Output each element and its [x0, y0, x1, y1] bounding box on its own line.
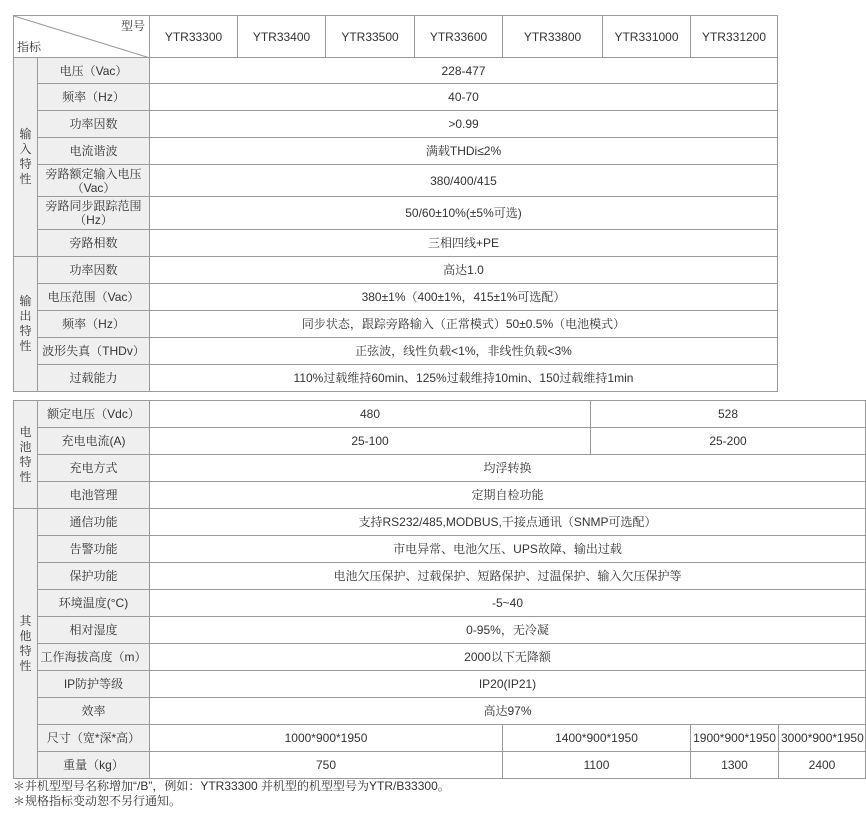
- spec-value: 高达1.0: [150, 257, 778, 284]
- spec-row: [14, 338, 778, 365]
- spec-row: [14, 284, 778, 311]
- spec-label: 电压范围（Vac）: [38, 284, 150, 311]
- model-header: YTR33600: [415, 16, 503, 58]
- spec-row: [14, 698, 866, 725]
- spec-value: 高达97%: [150, 698, 866, 725]
- spec-row: [14, 725, 866, 752]
- category-output: [14, 257, 38, 392]
- spec-value: 0-95%，无冷凝: [150, 617, 866, 644]
- category-other: [14, 509, 38, 779]
- spec-label: 旁路额定输入电压（Vac）: [38, 165, 150, 197]
- spec-value: 支持RS232/485,MODBUS,干接点通讯（SNMP可选配）: [150, 509, 866, 536]
- spec-value: 380±1%（400±1%，415±1%可选配）: [150, 284, 778, 311]
- category-label: 电池特性: [19, 424, 32, 484]
- category-input: [14, 58, 38, 257]
- spec-row: [14, 84, 778, 111]
- spec-label: 电池管理: [38, 482, 150, 509]
- spec-label: 电流谐波: [38, 138, 150, 165]
- category-label: 输出特性: [19, 294, 32, 353]
- spec-label: IP防护等级: [38, 671, 150, 698]
- category-label: 输入特性: [19, 127, 32, 186]
- spec-row: [14, 428, 866, 455]
- spec-row: [14, 58, 778, 84]
- spec-row: [14, 197, 778, 230]
- spec-row: [14, 111, 778, 138]
- model-header: YTR33400: [238, 16, 326, 58]
- spec-row: [14, 590, 866, 617]
- spec-label: 功率因数: [38, 111, 150, 138]
- category-battery: [14, 401, 38, 509]
- spec-label: 旁路相数: [38, 230, 150, 257]
- spec-value: 三相四线+PE: [150, 230, 778, 257]
- spec-value: 3000*900*1950: [779, 725, 866, 752]
- spec-label: 保护功能: [38, 563, 150, 590]
- footnote: ＊规格指标变动恕不另行通知。: [13, 794, 182, 808]
- header-row: [14, 16, 778, 58]
- spec-value: 110%过载维持60min、125%过载维持10min、150过载维持1min: [150, 365, 778, 392]
- spec-row: [14, 752, 866, 779]
- spec-label: 工作海拔高度（m）: [38, 644, 150, 671]
- spec-label: 功率因数: [38, 257, 150, 284]
- spec-label: 相对湿度: [38, 617, 150, 644]
- spec-value: 50/60±10%(±5%可选): [150, 197, 778, 230]
- spec-row: [14, 230, 778, 257]
- spec-label: 通信功能: [38, 509, 150, 536]
- spec-label: 旁路同步跟踪范围（Hz）: [38, 197, 150, 230]
- spec-value: 1100: [503, 752, 691, 779]
- spec-row: [14, 671, 866, 698]
- spec-value: 市电异常、电池欠压、UPS故障、输出过载: [150, 536, 866, 563]
- footnote: ＊并机型型号名称增加“/B”，例如：YTR33300 并机型的机型型号为YTR/B33300。: [13, 779, 450, 793]
- corner-index-label: 指标: [17, 40, 42, 54]
- spec-label: 电压（Vac）: [38, 58, 150, 84]
- spec-value: 528: [591, 401, 866, 428]
- spec-label: 告警功能: [38, 536, 150, 563]
- spec-value: 1400*900*1950: [503, 725, 691, 752]
- spec-label: 频率（Hz）: [38, 84, 150, 111]
- spec-value: 228-477: [150, 58, 778, 84]
- spec-label: 充电电流(A): [38, 428, 150, 455]
- spec-value: 25-200: [591, 428, 866, 455]
- spec-value: 2000以下无降额: [150, 644, 866, 671]
- footnotes: [13, 779, 450, 809]
- spec-value: 均浮转换: [150, 455, 866, 482]
- spec-row: [14, 617, 866, 644]
- model-header: YTR33800: [503, 16, 603, 58]
- spec-row: [14, 257, 778, 284]
- spec-value: >0.99: [150, 111, 778, 138]
- spec-label: 环境温度(°C): [38, 590, 150, 617]
- spec-table-input-output: [13, 15, 778, 392]
- spec-row: [14, 509, 866, 536]
- spec-value: 1300: [691, 752, 779, 779]
- model-header: YTR33300: [150, 16, 238, 58]
- spec-row: [14, 482, 866, 509]
- spec-value: IP20(IP21): [150, 671, 866, 698]
- spec-value: -5~40: [150, 590, 866, 617]
- spec-label: 波形失真（THDv）: [38, 338, 150, 365]
- spec-row: [14, 563, 866, 590]
- spec-row: [14, 401, 866, 428]
- spec-value: 正弦波，线性负载<1%，非线性负载<3%: [150, 338, 778, 365]
- spec-value: 750: [150, 752, 503, 779]
- spec-label: 尺寸（宽*深*高）: [38, 725, 150, 752]
- header-corner-cell: [14, 16, 150, 58]
- spec-label: 过载能力: [38, 365, 150, 392]
- spec-value: 1000*900*1950: [150, 725, 503, 752]
- spec-label: 频率（Hz）: [38, 311, 150, 338]
- spec-label: 额定电压（Vdc）: [38, 401, 150, 428]
- spec-row: [14, 311, 778, 338]
- spec-row: [14, 165, 778, 197]
- spec-value: 380/400/415: [150, 165, 778, 197]
- spec-table-battery-other: [13, 400, 866, 779]
- spec-label: 充电方式: [38, 455, 150, 482]
- spec-value: 1900*900*1950: [691, 725, 779, 752]
- model-header: YTR33500: [326, 16, 415, 58]
- category-label: 其他特性: [19, 613, 32, 673]
- spec-label: 重量（kg）: [38, 752, 150, 779]
- spec-value: 电池欠压保护、过载保护、短路保护、过温保护、输入欠压保护等: [150, 563, 866, 590]
- spec-value: 满载THDi≤2%: [150, 138, 778, 165]
- spec-row: [14, 455, 866, 482]
- spec-row: [14, 644, 866, 671]
- spec-row: [14, 536, 866, 563]
- spec-label: 效率: [38, 698, 150, 725]
- model-header: YTR331200: [691, 16, 778, 58]
- spec-value: 同步状态，跟踪旁路输入（正常模式）50±0.5%（电池模式）: [150, 311, 778, 338]
- spec-value: 480: [150, 401, 591, 428]
- spec-value: 40-70: [150, 84, 778, 111]
- spec-value: 定期自检功能: [150, 482, 866, 509]
- model-header: YTR331000: [603, 16, 691, 58]
- spec-value: 2400: [779, 752, 866, 779]
- corner-model-label: 型号: [120, 19, 145, 33]
- spec-row: [14, 365, 778, 392]
- spec-value: 25-100: [150, 428, 591, 455]
- spec-row: [14, 138, 778, 165]
